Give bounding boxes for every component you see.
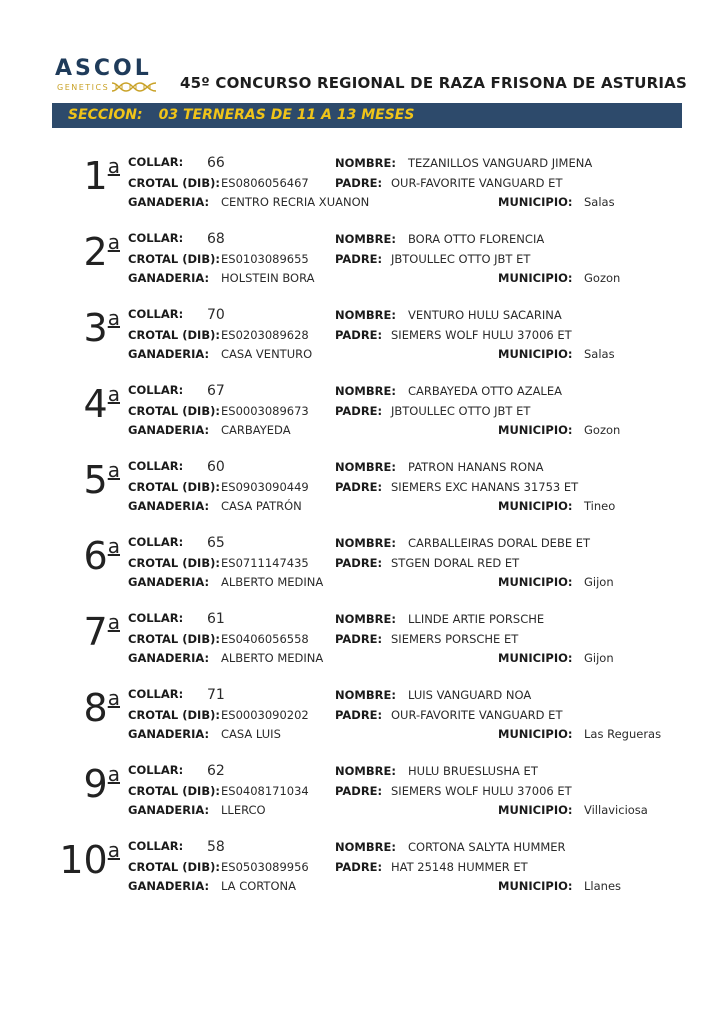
collar-label: COLLAR: — [128, 155, 184, 169]
municipio-value: Gozon — [584, 423, 621, 437]
padre-value: OUR-FAVORITE VANGUARD ET — [391, 708, 563, 722]
crotal-value: ES0003090202 — [221, 708, 309, 722]
crotal-value: ES0806056467 — [221, 176, 309, 190]
municipio-label: MUNICIPIO: — [498, 195, 573, 209]
crotal-value: ES0903090449 — [221, 480, 309, 494]
ganaderia-label: GANADERIA: — [128, 651, 210, 665]
crotal-label: CROTAL (DIB): — [128, 404, 220, 418]
padre-label: PADRE: — [335, 480, 383, 494]
collar-label: COLLAR: — [128, 611, 184, 625]
ascol-logo — [52, 56, 162, 96]
nombre-value: CARBAYEDA OTTO AZALEA — [408, 384, 562, 398]
result-entry — [0, 382, 725, 452]
crotal-label: CROTAL (DIB): — [128, 480, 220, 494]
placement-ordinal: a — [107, 686, 120, 710]
nombre-label: NOMBRE: — [335, 232, 396, 246]
collar-label: COLLAR: — [128, 307, 184, 321]
collar-value: 70 — [207, 307, 225, 323]
placement-number: 1 — [83, 154, 108, 198]
nombre-label: NOMBRE: — [335, 308, 396, 322]
section-value: 03 TERNERAS DE 11 A 13 MESES — [158, 107, 415, 123]
ganaderia-label: GANADERIA: — [128, 347, 210, 361]
municipio-value: Las Regueras — [584, 727, 662, 741]
placement-ordinal: a — [107, 610, 120, 634]
result-entry — [0, 610, 725, 680]
municipio-label: MUNICIPIO: — [498, 271, 573, 285]
placement-number: 6 — [83, 534, 108, 578]
ganaderia-value: CASA PATRÓN — [221, 499, 302, 513]
municipio-value: Villaviciosa — [584, 803, 648, 817]
padre-value: SIEMERS PORSCHE ET — [391, 632, 519, 646]
collar-label: COLLAR: — [128, 763, 184, 777]
nombre-label: NOMBRE: — [335, 840, 396, 854]
padre-label: PADRE: — [335, 556, 383, 570]
ganaderia-label: GANADERIA: — [128, 423, 210, 437]
nombre-label: NOMBRE: — [335, 156, 396, 170]
collar-value: 65 — [207, 535, 225, 551]
ganaderia-label: GANADERIA: — [128, 727, 210, 741]
padre-value: HAT 25148 HUMMER ET — [391, 860, 528, 874]
municipio-label: MUNICIPIO: — [498, 423, 573, 437]
placement-ordinal: a — [107, 838, 120, 862]
result-entry — [0, 838, 725, 908]
municipio-value: Salas — [584, 347, 615, 361]
placement — [0, 230, 120, 274]
crotal-value: ES0711147435 — [221, 556, 309, 570]
ganaderia-value: ALBERTO MEDINA — [221, 575, 324, 589]
collar-value: 68 — [207, 231, 225, 247]
placement-ordinal: a — [107, 382, 120, 406]
logo-subtext: GENETICS — [57, 83, 110, 92]
padre-label: PADRE: — [335, 708, 383, 722]
padre-value: STGEN DORAL RED ET — [391, 556, 520, 570]
padre-value: SIEMERS EXC HANANS 31753 ET — [391, 480, 579, 494]
placement — [0, 534, 120, 578]
padre-value: JBTOULLEC OTTO JBT ET — [391, 404, 531, 418]
padre-label: PADRE: — [335, 632, 383, 646]
logo-text: ASCOL — [55, 56, 152, 81]
ganaderia-label: GANADERIA: — [128, 803, 210, 817]
municipio-value: Gijon — [584, 651, 614, 665]
result-entry — [0, 762, 725, 832]
padre-label: PADRE: — [335, 176, 383, 190]
crotal-value: ES0503089956 — [221, 860, 309, 874]
padre-value: SIEMERS WOLF HULU 37006 ET — [391, 328, 572, 342]
placement — [0, 458, 120, 502]
ganaderia-value: LA CORTONA — [221, 879, 296, 893]
collar-value: 58 — [207, 839, 225, 855]
crotal-label: CROTAL (DIB): — [128, 784, 220, 798]
dna-icon — [112, 81, 156, 93]
municipio-label: MUNICIPIO: — [498, 879, 573, 893]
placement-ordinal: a — [107, 230, 120, 254]
crotal-label: CROTAL (DIB): — [128, 252, 220, 266]
municipio-value: Tineo — [584, 499, 616, 513]
crotal-value: ES0406056558 — [221, 632, 309, 646]
collar-value: 67 — [207, 383, 225, 399]
ganaderia-label: GANADERIA: — [128, 499, 210, 513]
collar-value: 71 — [207, 687, 225, 703]
placement-number: 4 — [83, 382, 108, 426]
collar-value: 60 — [207, 459, 225, 475]
padre-label: PADRE: — [335, 784, 383, 798]
crotal-value: ES0103089655 — [221, 252, 309, 266]
placement-number: 5 — [83, 458, 108, 502]
ganaderia-value: CASA VENTURO — [221, 347, 313, 361]
collar-value: 62 — [207, 763, 225, 779]
collar-label: COLLAR: — [128, 383, 184, 397]
result-entry — [0, 686, 725, 756]
placement-ordinal: a — [107, 458, 120, 482]
result-entry — [0, 458, 725, 528]
ganaderia-value: CARBAYEDA — [221, 423, 291, 437]
collar-label: COLLAR: — [128, 839, 184, 853]
placement-number: 3 — [83, 306, 108, 350]
page-title: 45º CONCURSO REGIONAL DE RAZA FRISONA DE ASTURIAS — [180, 74, 687, 92]
ganaderia-value: LLERCO — [221, 803, 266, 817]
padre-label: PADRE: — [335, 252, 383, 266]
nombre-label: NOMBRE: — [335, 384, 396, 398]
ganaderia-label: GANADERIA: — [128, 879, 210, 893]
nombre-label: NOMBRE: — [335, 764, 396, 778]
section-label: SECCION: — [68, 107, 143, 123]
section-bar — [52, 103, 682, 128]
nombre-label: NOMBRE: — [335, 688, 396, 702]
placement — [0, 306, 120, 350]
padre-label: PADRE: — [335, 328, 383, 342]
municipio-label: MUNICIPIO: — [498, 727, 573, 741]
municipio-label: MUNICIPIO: — [498, 651, 573, 665]
nombre-value: CARBALLEIRAS DORAL DEBE ET — [408, 536, 591, 550]
crotal-label: CROTAL (DIB): — [128, 632, 220, 646]
placement-ordinal: a — [107, 534, 120, 558]
nombre-value: LUIS VANGUARD NOA — [408, 688, 532, 702]
municipio-label: MUNICIPIO: — [498, 499, 573, 513]
result-entry — [0, 230, 725, 300]
municipio-value: Salas — [584, 195, 615, 209]
placement — [0, 610, 120, 654]
crotal-label: CROTAL (DIB): — [128, 176, 220, 190]
municipio-value: Gozon — [584, 271, 621, 285]
placement — [0, 382, 120, 426]
ganaderia-label: GANADERIA: — [128, 195, 210, 209]
ganaderia-value: HOLSTEIN BORA — [221, 271, 315, 285]
nombre-value: PATRON HANANS RONA — [408, 460, 544, 474]
nombre-label: NOMBRE: — [335, 612, 396, 626]
municipio-label: MUNICIPIO: — [498, 575, 573, 589]
crotal-value: ES0203089628 — [221, 328, 309, 342]
placement-ordinal: a — [107, 154, 120, 178]
collar-label: COLLAR: — [128, 459, 184, 473]
nombre-value: BORA OTTO FLORENCIA — [408, 232, 545, 246]
placement-number: 8 — [83, 686, 108, 730]
collar-value: 61 — [207, 611, 225, 627]
collar-label: COLLAR: — [128, 535, 184, 549]
placement-number: 2 — [83, 230, 108, 274]
placement-number: 10 — [59, 838, 108, 882]
padre-label: PADRE: — [335, 860, 383, 874]
ganaderia-label: GANADERIA: — [128, 575, 210, 589]
ganaderia-value: ALBERTO MEDINA — [221, 651, 324, 665]
nombre-label: NOMBRE: — [335, 460, 396, 474]
placement — [0, 686, 120, 730]
placement-ordinal: a — [107, 762, 120, 786]
municipio-value: Gijon — [584, 575, 614, 589]
crotal-value: ES0408171034 — [221, 784, 309, 798]
nombre-value: LLINDE ARTIE PORSCHE — [408, 612, 545, 626]
nombre-label: NOMBRE: — [335, 536, 396, 550]
municipio-label: MUNICIPIO: — [498, 803, 573, 817]
result-entry — [0, 306, 725, 376]
padre-value: SIEMERS WOLF HULU 37006 ET — [391, 784, 572, 798]
crotal-label: CROTAL (DIB): — [128, 708, 220, 722]
municipio-value: Llanes — [584, 879, 622, 893]
ganaderia-value: CASA LUIS — [221, 727, 281, 741]
collar-label: COLLAR: — [128, 687, 184, 701]
padre-label: PADRE: — [335, 404, 383, 418]
nombre-value: VENTURO HULU SACARINA — [408, 308, 562, 322]
placement — [0, 838, 120, 882]
crotal-label: CROTAL (DIB): — [128, 328, 220, 342]
ganaderia-label: GANADERIA: — [128, 271, 210, 285]
crotal-label: CROTAL (DIB): — [128, 860, 220, 874]
padre-value: OUR-FAVORITE VANGUARD ET — [391, 176, 563, 190]
ganaderia-value: CENTRO RECRIA XUANON — [221, 195, 370, 209]
placement — [0, 762, 120, 806]
placement-number: 7 — [83, 610, 108, 654]
nombre-value: CORTONA SALYTA HUMMER — [408, 840, 566, 854]
municipio-label: MUNICIPIO: — [498, 347, 573, 361]
crotal-label: CROTAL (DIB): — [128, 556, 220, 570]
placement-ordinal: a — [107, 306, 120, 330]
placement — [0, 154, 120, 198]
padre-value: JBTOULLEC OTTO JBT ET — [391, 252, 531, 266]
collar-value: 66 — [207, 155, 225, 171]
result-entry — [0, 154, 725, 224]
nombre-value: HULU BRUESLUSHA ET — [408, 764, 538, 778]
nombre-value: TEZANILLOS VANGUARD JIMENA — [408, 156, 593, 170]
collar-label: COLLAR: — [128, 231, 184, 245]
result-entry — [0, 534, 725, 604]
crotal-value: ES0003089673 — [221, 404, 309, 418]
placement-number: 9 — [83, 762, 108, 806]
